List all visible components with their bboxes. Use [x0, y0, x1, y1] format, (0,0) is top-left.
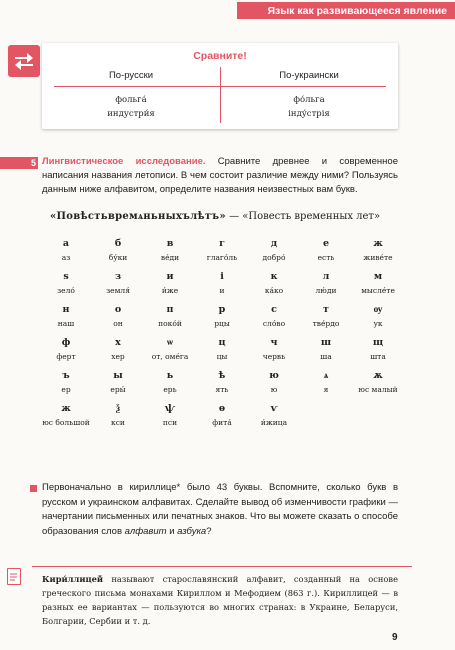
alphabet-letter [248, 367, 300, 400]
letter-glyph: п [166, 304, 174, 315]
letter-name: глаго́ль [206, 253, 238, 262]
letter-glyph: ѯ [116, 403, 120, 414]
task-body: Сравните древнее и современное написания названия летописи. В чем состоит различие между ними? Пользуясь данным ниже алфавитом, определите названия неизвестных вам букв. [42, 156, 398, 195]
letter-name: есть [317, 253, 335, 262]
letter-glyph: ж [61, 403, 71, 414]
letter-name: рцы [214, 319, 230, 328]
chronicle-title-comparison [50, 211, 395, 222]
letter-name: ять [215, 385, 229, 394]
alphabet-letter [144, 268, 196, 301]
alphabet-letter [196, 400, 248, 433]
alphabet-letter [144, 400, 196, 433]
task-text [42, 155, 398, 197]
letter-name: ве́ди [160, 253, 180, 262]
alphabet-letter [40, 367, 92, 400]
letter-name: еры́ [110, 385, 126, 394]
compare-box [42, 43, 398, 129]
letter-glyph: ф [61, 337, 71, 348]
letter-name: ка́ко [264, 286, 284, 295]
alphabet-letter [196, 235, 248, 268]
letter-name: наш [57, 319, 75, 328]
alphabet-letter [92, 301, 144, 334]
letter-name: добро́ [262, 253, 286, 262]
letter-glyph: с [271, 304, 277, 315]
letter-glyph: ч [270, 337, 278, 348]
word-azbuka: азбука [177, 525, 207, 537]
alphabet-letter [300, 367, 352, 400]
chapter-title: Язык как развивающееся явление [267, 4, 447, 17]
alphabet-letter [196, 367, 248, 400]
ukrainian-words [220, 93, 398, 121]
letter-glyph: ѡ [167, 337, 173, 348]
alphabet-letter [248, 235, 300, 268]
alphabet-letter [352, 235, 404, 268]
letter-glyph: л [322, 271, 330, 282]
alphabet-letter [40, 400, 92, 433]
page-number: 9 [392, 632, 398, 643]
letter-glyph: ь [166, 370, 174, 381]
alphabet-letter [196, 334, 248, 367]
letter-glyph: ѱ [164, 403, 176, 414]
letter-glyph: з [114, 271, 122, 282]
letter-glyph: ѣ [218, 370, 226, 381]
definition-note [42, 572, 398, 628]
alphabet-letter [40, 301, 92, 334]
letter-name: земля́ [106, 286, 130, 295]
alphabet-letter [196, 301, 248, 334]
letter-name: юс малый [358, 385, 398, 394]
alphabet-letter [300, 235, 352, 268]
compare-icon [8, 45, 40, 77]
alphabet-letter [248, 400, 300, 433]
alphabet-letter [352, 334, 404, 367]
ukrainian-word: фо́льга [293, 95, 325, 105]
ukrainian-word: інду́стрія [288, 109, 330, 119]
alphabet-letter [92, 367, 144, 400]
letter-glyph: и [166, 271, 174, 282]
russian-word: индустри́я [107, 109, 155, 119]
alphabet-letter [352, 367, 404, 400]
alphabet-letter [92, 268, 144, 301]
letter-name: и [219, 286, 225, 295]
alphabet-letter [300, 268, 352, 301]
letter-glyph: ѧ [323, 370, 329, 381]
alphabet-letter [300, 301, 352, 334]
alphabet-letter [144, 334, 196, 367]
bullet-text-mid: и [166, 525, 178, 537]
word-alfavit: алфавит [124, 525, 167, 537]
letter-glyph: г [219, 238, 225, 249]
alphabet-letter [92, 235, 144, 268]
letter-name: пси [162, 418, 178, 427]
alphabet-letter [144, 367, 196, 400]
letter-name: мысле́те [361, 286, 395, 295]
letter-glyph: ѵ [270, 403, 278, 414]
letter-name: аз [61, 253, 71, 262]
russian-word: фольга́ [115, 95, 147, 105]
letter-name: шта [370, 352, 386, 361]
alphabet-letter [92, 334, 144, 367]
letter-name: ю [270, 385, 278, 394]
letter-name: бу́ки [108, 253, 128, 262]
alphabet-letter [248, 334, 300, 367]
letter-name: зело́ [57, 286, 75, 295]
alphabet-letter [40, 268, 92, 301]
alphabet-letter [40, 235, 92, 268]
letter-name: ук [373, 319, 383, 328]
alphabet-letter [196, 268, 248, 301]
alphabet-letter [144, 235, 196, 268]
chapter-header [237, 2, 455, 19]
letter-glyph: т [323, 304, 329, 315]
letter-glyph: н [62, 304, 70, 315]
letter-glyph: ѕ [63, 271, 69, 282]
alphabet-letter [300, 334, 352, 367]
bullet-marker [30, 485, 37, 492]
alphabet-letter [352, 268, 404, 301]
letter-name: кси [111, 418, 125, 427]
letter-name: он [113, 319, 123, 328]
letter-name: и́жица [260, 418, 288, 427]
letter-name: тве́рдо [312, 319, 340, 328]
bullet-text-end: ? [206, 525, 212, 537]
letter-glyph: ѫ [373, 370, 383, 381]
old-chronicle-title: «Повѣстьвремѧньныхълѣтъ» [50, 211, 226, 222]
letter-name: юс большой [42, 418, 90, 427]
letter-glyph: м [373, 271, 383, 282]
letter-glyph: а [62, 238, 70, 249]
letter-name: лю́ди [315, 286, 337, 295]
note-divider [32, 566, 412, 567]
letter-name: ер [61, 385, 71, 394]
letter-glyph: і [220, 271, 224, 282]
letter-glyph: ш [320, 337, 332, 348]
letter-glyph: ж [373, 238, 383, 249]
letter-name: червь [262, 352, 286, 361]
cyrillic-alphabet-table [40, 235, 404, 433]
letter-name: ерь [163, 385, 177, 394]
letter-name: я [323, 385, 329, 394]
letter-glyph: р [218, 304, 226, 315]
modern-chronicle-title: «Повесть временных лет» [242, 211, 381, 222]
ukrainian-column-header: По-украински [279, 70, 339, 81]
alphabet-letter [92, 400, 144, 433]
letter-name: цы [216, 352, 228, 361]
letter-glyph: ѳ [218, 403, 226, 414]
letter-glyph: ѹ [373, 304, 383, 315]
letter-glyph: ц [218, 337, 226, 348]
letter-glyph: щ [372, 337, 384, 348]
task-number: 5 [0, 157, 38, 169]
compare-title: Сравните! [193, 50, 247, 62]
alphabet-letter [248, 268, 300, 301]
letter-glyph: о [114, 304, 122, 315]
russian-words [42, 93, 220, 121]
letter-name: живе́те [363, 253, 393, 262]
letter-glyph: ы [113, 370, 123, 381]
letter-name: поко́й [158, 319, 182, 328]
alphabet-letter [144, 301, 196, 334]
note-term: Кири́ллицей [42, 574, 104, 584]
letter-glyph: б [114, 238, 122, 249]
letter-glyph: д [270, 238, 278, 249]
dash: — [225, 211, 243, 222]
note-body: называют старославянский алфавит, созданный на основе греческого письма монахами Кириллом и Мефодием (863 г.). Кириллицей — в разных ее вариантах — пользуются во многих странах: в Украине, Беларуси, Болгарии, Сербии и т. д. [42, 574, 398, 626]
letter-glyph: ю [269, 370, 279, 381]
letter-name: хер [111, 352, 125, 361]
task-title: Лингвистическое исследование. [42, 156, 206, 167]
alphabet-letter [248, 301, 300, 334]
note-icon [7, 568, 21, 585]
letter-name: фита́ [212, 418, 232, 427]
letter-glyph: к [270, 271, 278, 282]
alphabet-letter [40, 334, 92, 367]
letter-name: сло́во [262, 319, 286, 328]
letter-name: и́же [161, 286, 179, 295]
letter-glyph: е [322, 238, 330, 249]
russian-column-header: По-русски [108, 70, 154, 81]
letter-glyph: в [166, 238, 174, 249]
letter-glyph: х [115, 337, 121, 348]
letter-glyph: ъ [62, 370, 70, 381]
alphabet-letter [352, 301, 404, 334]
letter-name: от, оме́га [151, 352, 189, 361]
letter-name: ферт [56, 352, 76, 361]
bullet-text-start: Первоначально в кириллице* было 43 буквы. Вспомните, сколько букв в русском и украинском алфавитах. Сделайте вывод об изменчивости графики — начертании письменных или печатных знаков. Что вы можете сказать о способе образования слов [42, 482, 398, 537]
bullet-paragraph [42, 481, 398, 539]
letter-name: ша [320, 352, 332, 361]
